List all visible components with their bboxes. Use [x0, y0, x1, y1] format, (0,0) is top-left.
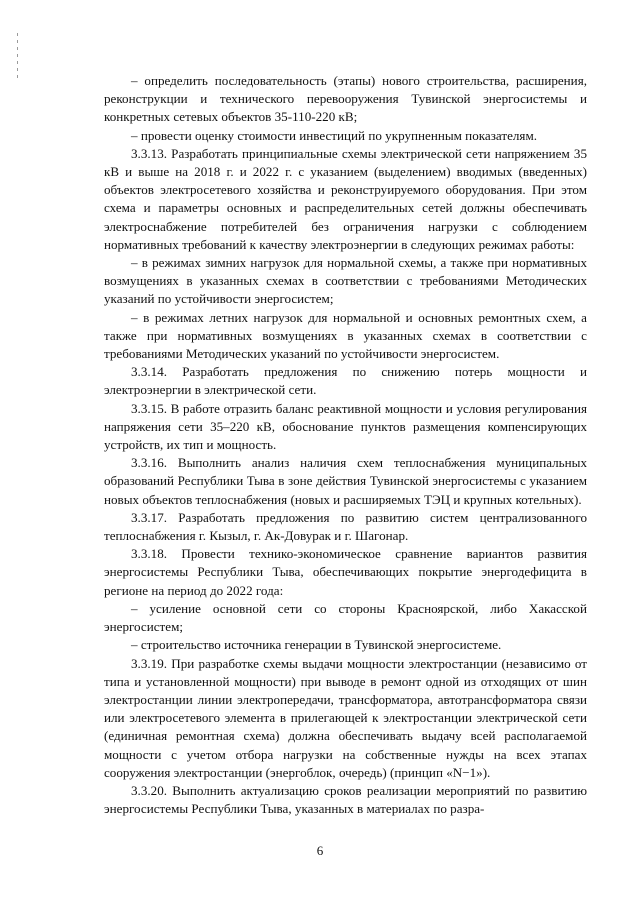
paragraph-winter-loads: – в режимах зимних нагрузок для нормальной схемы, а также при нормативных возмущениях в указанных схемах в соответствии с требованиями Методических указаний по устойчивости энергосистем;	[104, 255, 587, 307]
paragraph-investment: – провести оценку стоимости инвестиций по укрупненным показателям.	[131, 127, 538, 143]
paragraph-3-3-13: 3.3.13. Разработать принципиальные схемы электрической сети напряжением 35 кВ и выше на 2018 г. и 2022 г. с указанием (выделением) вводимых (введенных) объектов электросетевого хозяйства и реконструируемого оборудования. При этом схема и параметры основных и распределительных сетей должны обеспечивать электроснабжение потребителей без ограничения нагрузки с соблюдением нормативных требований к качеству электроэнергии в следующих режимах работы:	[104, 145, 587, 252]
paragraph-3-3-15: 3.3.15. В работе отразить баланс реактивной мощности и условия регулирования напряжения сети 35–220 кВ, обоснование пунктов размещения компенсирующих устройств, их тип и мощность.	[104, 400, 587, 453]
paragraph-3-3-20: 3.3.20. Выполнить актуализацию сроков реализации мероприятий по развитию энергосистемы Республики Тыва, указанных в материалах по разра-	[104, 782, 587, 817]
page-number: 6	[316, 843, 324, 858]
paragraph-3-3-17: 3.3.17. Разработать предложения по развитию систем централизованного теплоснабжения г. Кызыл, г. Ак-Довурак и г. Шагонар.	[104, 509, 587, 544]
paragraph-generation-source: – строительство источника генерации в Тувинской энергосистеме.	[131, 637, 502, 653]
paragraph-3-3-14: 3.3.14. Разработать предложения по снижению потерь мощности и электроэнергии в электрической сети.	[104, 364, 587, 398]
paragraph-stages: – определить последовательность (этапы) нового строительства, расширения, реконструкции и технического перевооружения Тувинской энергосистемы и конкретных сетевых объектов 35-110-220 кВ;	[104, 73, 587, 125]
paragraph-3-3-16: 3.3.16. Выполнить анализ наличия схем теплоснабжения муниципальных образований Республики Тыва в зоне действия Тувинской энергосистемы с указанием новых объектов теплоснабжения (новых и расширяемых ТЭЦ и крупных котельных).	[104, 455, 587, 507]
paragraph-grid-reinforcement: – усиление основной сети со стороны Красноярской, либо Хакасской энергосистем;	[104, 600, 587, 635]
margin-marks	[17, 33, 20, 82]
document-body	[104, 72, 587, 818]
paragraph-3-3-18: 3.3.18. Провести технико-экономическое сравнение вариантов развития энергосистемы Республики Тыва, обеспечивающих покрытие энергодефицита в регионе на период до 2022 года:	[104, 546, 587, 598]
paragraph-summer-loads: – в режимах летних нагрузок для нормальной и основных ремонтных схем, а также при нормативных возмущениях в указанных схемах в соответствии с требованиями Методических указаний по устойчивости энергосистем.	[104, 309, 587, 362]
paragraph-3-3-19: 3.3.19. При разработке схемы выдачи мощности электростанции (независимо от типа и установленной мощности) при выводе в ремонт одной из отходящих от шин электростанции линии электропередачи, трансформатора, автотрансформатора связи или электросетевого элемента в прилегающей к электростанции электрической сети (единичная ремонтная схема) должна обеспечивать выдачу всей располагаемой мощности с учетом отбора нагрузки на собственные нужды на всех этапах сооружения электростанции (энергоблок, очередь) (принцип «N−1»).	[104, 655, 587, 780]
